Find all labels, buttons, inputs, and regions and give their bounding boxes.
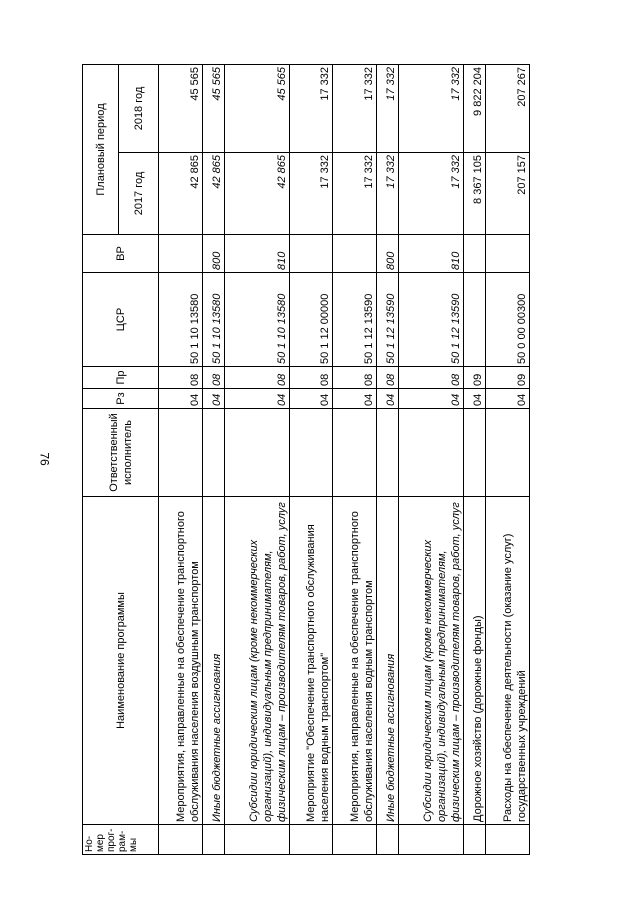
page-number: 76 bbox=[37, 452, 52, 466]
header-planned-period: Плановый период bbox=[83, 65, 119, 235]
rotated-table-wrapper bbox=[82, 65, 530, 855]
cell-name: Иные бюджетные ассигнования bbox=[202, 497, 225, 825]
header-program-name: Наименование программы bbox=[83, 497, 159, 825]
cell-name: Иные бюджетные ассигнования bbox=[376, 497, 399, 825]
cell-responsible bbox=[202, 409, 225, 497]
cell-vr bbox=[289, 235, 333, 273]
cell-csr: 50 1 12 13590 bbox=[399, 273, 464, 367]
cell-responsible bbox=[376, 409, 399, 497]
cell-2018: 45 565 bbox=[202, 65, 225, 153]
cell-name: Мероприятие "Обеспечение транспортного обслуживания населения водным транспортом" bbox=[289, 497, 333, 825]
cell-name: Мероприятия, направленные на обеспечение транспортного обслуживания населения водным транспортом bbox=[333, 497, 377, 825]
cell-csr: 50 1 10 13580 bbox=[225, 273, 290, 367]
cell-vr bbox=[159, 235, 203, 273]
cell-rz: 04 bbox=[486, 389, 530, 409]
cell-vr: 800 bbox=[202, 235, 225, 273]
cell-pr: 08 bbox=[289, 367, 333, 389]
cell-pr: 09 bbox=[486, 367, 530, 389]
cell-number bbox=[399, 825, 464, 855]
cell-rz: 04 bbox=[399, 389, 464, 409]
cell-vr bbox=[333, 235, 377, 273]
cell-rz: 04 bbox=[225, 389, 290, 409]
header-rz: Рз bbox=[83, 389, 159, 409]
cell-rz: 04 bbox=[376, 389, 399, 409]
cell-2018: 207 267 bbox=[486, 65, 530, 153]
cell-2017: 17 332 bbox=[333, 153, 377, 235]
cell-responsible bbox=[289, 409, 333, 497]
cell-name: Субсидии юридическим лицам (кроме некоммерческих организаций), индивидуальным предпринимателям, физическим лицам – производителям товаров, работ, услуг bbox=[225, 497, 290, 825]
cell-responsible bbox=[225, 409, 290, 497]
table-row bbox=[159, 65, 203, 855]
cell-number bbox=[202, 825, 225, 855]
cell-2017: 42 865 bbox=[202, 153, 225, 235]
cell-vr: 800 bbox=[376, 235, 399, 273]
table-row bbox=[202, 65, 225, 855]
cell-name: Дорожное хозяйство (дорожные фонды) bbox=[463, 497, 486, 825]
cell-2017: 17 332 bbox=[399, 153, 464, 235]
budget-table bbox=[82, 64, 530, 855]
header-responsible: Ответственный исполнитель bbox=[83, 409, 159, 497]
table-row bbox=[225, 65, 290, 855]
cell-name: Субсидии юридическим лицам (кроме некоммерческих организаций), индивидуальным предпринимателям, физическим лицам – производителям товаров, работ, услуг bbox=[399, 497, 464, 825]
cell-pr: 08 bbox=[225, 367, 290, 389]
cell-number bbox=[289, 825, 333, 855]
table-row bbox=[289, 65, 333, 855]
cell-number bbox=[225, 825, 290, 855]
cell-pr: 08 bbox=[202, 367, 225, 389]
cell-pr: 08 bbox=[376, 367, 399, 389]
cell-responsible bbox=[159, 409, 203, 497]
cell-responsible bbox=[333, 409, 377, 497]
cell-csr: 50 1 10 13580 bbox=[159, 273, 203, 367]
header-vr: ВР bbox=[83, 235, 159, 273]
cell-2018: 45 565 bbox=[225, 65, 290, 153]
cell-number bbox=[486, 825, 530, 855]
table-row bbox=[376, 65, 399, 855]
cell-rz: 04 bbox=[333, 389, 377, 409]
cell-2017: 207 157 bbox=[486, 153, 530, 235]
cell-responsible bbox=[399, 409, 464, 497]
cell-2018: 9 822 204 bbox=[463, 65, 486, 153]
cell-rz: 04 bbox=[463, 389, 486, 409]
cell-rz: 04 bbox=[202, 389, 225, 409]
header-year-2017: 2017 год bbox=[119, 153, 159, 235]
table-row bbox=[399, 65, 464, 855]
cell-2018: 17 332 bbox=[333, 65, 377, 153]
cell-csr: 50 1 12 13590 bbox=[376, 273, 399, 367]
cell-2017: 17 332 bbox=[289, 153, 333, 235]
cell-responsible bbox=[486, 409, 530, 497]
header-year-2018: 2018 год bbox=[119, 65, 159, 153]
cell-2017: 17 332 bbox=[376, 153, 399, 235]
cell-pr: 08 bbox=[159, 367, 203, 389]
cell-vr bbox=[486, 235, 530, 273]
cell-2018: 45 565 bbox=[159, 65, 203, 153]
cell-2018: 17 332 bbox=[289, 65, 333, 153]
cell-2018: 17 332 bbox=[376, 65, 399, 153]
cell-vr bbox=[463, 235, 486, 273]
table-row bbox=[486, 65, 530, 855]
cell-vr: 810 bbox=[399, 235, 464, 273]
table-row bbox=[463, 65, 486, 855]
cell-responsible bbox=[463, 409, 486, 497]
cell-2018: 17 332 bbox=[399, 65, 464, 153]
header-row-top bbox=[83, 65, 119, 855]
cell-csr bbox=[463, 273, 486, 367]
table-row bbox=[333, 65, 377, 855]
cell-pr: 09 bbox=[463, 367, 486, 389]
header-pr: Пр bbox=[83, 367, 159, 389]
header-program-number: Но- мер прог- рам- мы bbox=[83, 825, 159, 855]
cell-csr: 50 1 12 13590 bbox=[333, 273, 377, 367]
cell-csr: 50 0 00 00300 bbox=[486, 273, 530, 367]
cell-rz: 04 bbox=[159, 389, 203, 409]
header-csr: ЦСР bbox=[83, 273, 159, 367]
cell-pr: 08 bbox=[399, 367, 464, 389]
cell-number bbox=[376, 825, 399, 855]
cell-name: Расходы на обеспечение деятельности (оказание услуг) государственных учреждений bbox=[486, 497, 530, 825]
cell-vr: 810 bbox=[225, 235, 290, 273]
cell-name: Мероприятия, направленные на обеспечение транспортного обслуживания населения воздушным транспортом bbox=[159, 497, 203, 825]
cell-2017: 42 865 bbox=[225, 153, 290, 235]
cell-2017: 8 367 105 bbox=[463, 153, 486, 235]
cell-csr: 50 1 10 13580 bbox=[202, 273, 225, 367]
cell-rz: 04 bbox=[289, 389, 333, 409]
cell-number bbox=[159, 825, 203, 855]
cell-pr: 08 bbox=[333, 367, 377, 389]
cell-number bbox=[463, 825, 486, 855]
cell-number bbox=[333, 825, 377, 855]
cell-2017: 42 865 bbox=[159, 153, 203, 235]
cell-csr: 50 1 12 00000 bbox=[289, 273, 333, 367]
